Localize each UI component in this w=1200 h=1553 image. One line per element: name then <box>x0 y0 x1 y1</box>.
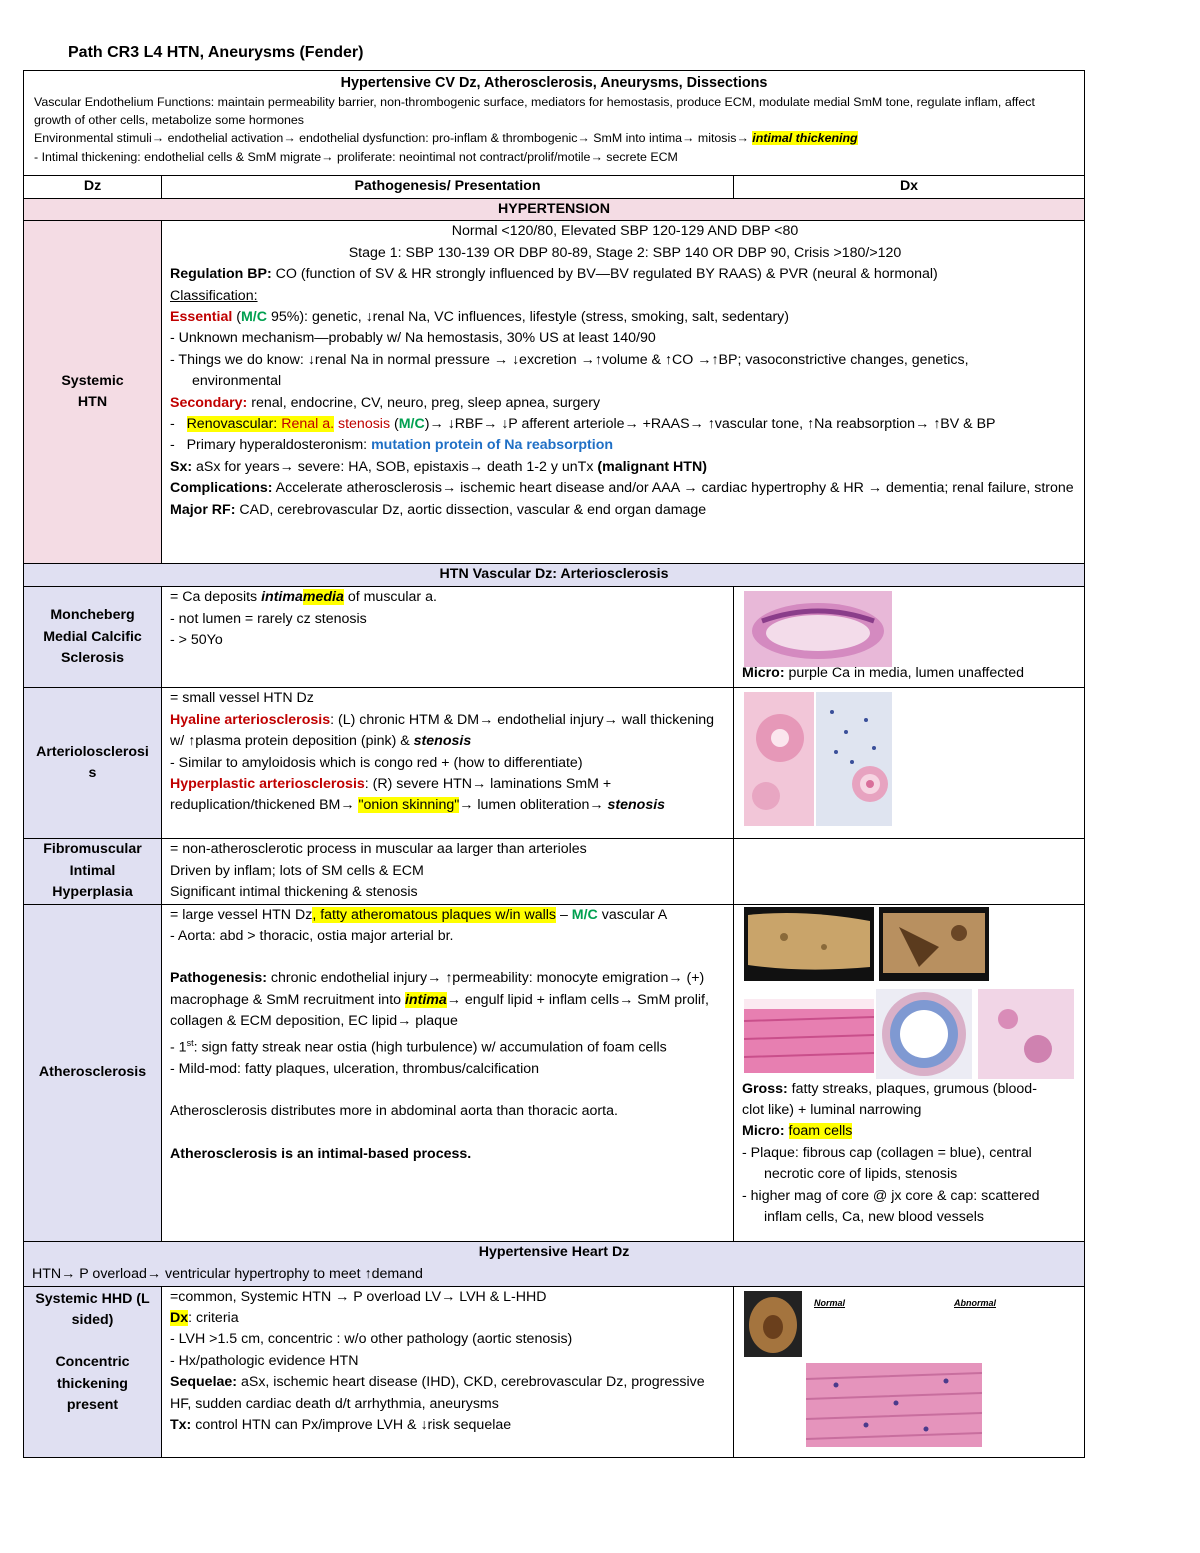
arteriolosclerosis-dx <box>734 688 1085 839</box>
col-header-dz: Dz <box>24 176 162 199</box>
intro-line-3: - Intimal thickening: endothelial cells & SmM migrate→ proliferate: neointimal not contract/prolif/motile→ secrete ECM <box>34 149 678 164</box>
hyaline-micrograph <box>744 692 814 826</box>
intro-block <box>24 71 1085 176</box>
intimal-thickening-highlight: intimal thickening <box>752 131 858 146</box>
notes-table <box>23 70 1085 1458</box>
gross-aorta-photo-2 <box>879 907 989 981</box>
section-arteriosclerosis: HTN Vascular Dz: Arteriosclerosis <box>24 564 1085 587</box>
fibromuscular-dx <box>734 839 1085 904</box>
heart-gross-photo <box>744 1291 802 1357</box>
myocardium-micrograph <box>806 1363 982 1447</box>
section-hypertension: HYPERTENSION <box>24 199 1085 221</box>
intro-line-2: Environmental stimuli→ endothelial activation→ endothelial dysfunction: pro-inflam & thrombogenic→ SmM into intima→ mitosis→ intimal thickening <box>34 131 858 146</box>
col-header-patho: Pathogenesis/ Presentation <box>162 176 734 199</box>
calcific-sclerosis-micrograph <box>744 591 892 667</box>
label-normal: Normal <box>814 1297 846 1308</box>
intro-heading: Hypertensive CV Dz, Atherosclerosis, Aneurysms, Dissections <box>340 75 768 91</box>
hyperplastic-micrograph <box>816 692 892 826</box>
moncheberg-dx: Micro: purple Ca in media, lumen unaffected <box>734 587 1085 688</box>
systemic-hhd-content: =common, Systemic HTN → P overload LV→ LVH & L-HHD Dx: criteria - LVH >1.5 cm, concentric : w/o other pathology (aortic stenosis) - Hx/pathologic evidence HTN Sequelae: aSx, ischemic heart disease (IHD), CKD, cerebrovascular Dz, progressive HF, sudden cardiac death d/t arrhythmia, aneurysms Tx: control HTN can Px/improve LVH & ↓risk sequelae <box>162 1286 734 1457</box>
dz-atherosclerosis: Atherosclerosis <box>24 904 162 1241</box>
dz-arteriolosclerosis: Arteriolosclerosis <box>24 688 162 839</box>
atherosclerosis-dx: Gross: fatty streaks, plaques, grumous (blood-clot like) + luminal narrowing Micro: foam cells - Plaque: fibrous cap (collagen = blue), central necrotic core of lipids, stenosis - higher mag of core @ jx core & cap: scattered inflam cells, Ca, new blood vessels <box>734 904 1085 1241</box>
gross-aorta-photo-1 <box>744 907 874 981</box>
dz-fibromuscular: Fibromuscular Intimal Hyperplasia <box>24 839 162 904</box>
systemic-hhd-dx <box>734 1286 1085 1457</box>
dz-moncheberg: Moncheberg Medial Calcific Sclerosis <box>24 587 162 688</box>
fibromuscular-content: = non-atherosclerotic process in muscular aa larger than arterioles Driven by inflam; lots of SM cells & ECM Significant intimal thickening & stenosis <box>162 839 734 904</box>
section-hypertensive-heart: Hypertensive Heart Dz HTN→ P overload→ ventricular hypertrophy to meet ↑demand <box>24 1241 1085 1286</box>
col-header-dx: Dx <box>734 176 1085 199</box>
arteriolosclerosis-content: = small vessel HTN Dz Hyaline arteriosclerosis: (L) chronic HTM & DM→ endothelial injury→ wall thickening w/ ↑plasma protein deposition (pink) & stenosis - Similar to amyloidosis which is congo red + (how to differentiate) Hyperplastic arteriosclerosis: (R) severe HTN→ laminations SmM + reduplication/thickened BM→ "onion skinning"→ lumen obliteration→ stenosis <box>162 688 734 839</box>
necrotic-core-micrograph <box>978 989 1074 1079</box>
intro-line-1: Vascular Endothelium Functions: maintain permeability barrier, non-thrombogenic surface, mediators for hemostasis, produce ECM, modulate medial SmM tone, regulate inflam, affect growth of other cells, metabolize some hormones <box>34 95 1035 128</box>
page-title: Path CR3 L4 HTN, Aneurysms (Fender) <box>68 44 364 61</box>
atherosclerosis-content: = large vessel HTN Dz, fatty atheromatous plaques w/in walls – M/C vascular A - Aorta: abd > thoracic, ostia major arterial br. Pathogenesis: chronic endothelial injury→ ↑permeability: monocyte emigration→ (+) macrophage & SmM recruitment into intima→ engulf lipid + inflam cells→ SmM prolif, collagen & ECM deposition, EC lipid→ plaque - 1st: sign fatty streak near ostia (high turbulence) w/ accumulation of foam cells - Mild-mod: fatty plaques, ulceration, thrombus/calcification Atherosclerosis distributes more in abdominal aorta than thoracic aorta. Atherosclerosis is an intimal-based process. <box>162 904 734 1241</box>
fatty-streak-micrograph <box>744 999 874 1073</box>
dz-systemic-hhd: Systemic HHD (L sided) Concentric thickening present <box>24 1286 162 1457</box>
systemic-htn-content: Normal <120/80, Elevated SBP 120-129 AND DBP <80 Stage 1: SBP 130-139 OR DBP 80-89, Stage 2: SBP 140 OR DBP 90, Crisis >180/>120 Regulation BP: CO (function of SV & HR strongly influenced by BV—BV regulated BY RAAS) & PVR (neural & hormonal) Classification: Essential (M/C 95%): genetic, ↓renal Na, VC influences, lifestyle (stress, smoking, salt, sedentary) - Unknown mechanism—probably w/ Na hemostasis, 30% US at least 140/90 - Things we do know: ↓renal Na in normal pressure → ↓excretion →↑volume & ↑CO →↑BP; vasoconstrictive changes, genetics, environmental Secondary: renal, endocrine, CV, neuro, preg, sleep apnea, surgery - Renovascular: Renal a. stenosis (M/C)→ ↓RBF→ ↓P afferent arteriole→ +RAAS→ ↑vascular tone, ↑Na reabsorption→ ↑BV & BP - Primary hyperaldosteronism: mutation protein of Na reabsorption Sx: aSx for years→ severe: HA, SOB, epistaxis→ death 1-2 y unTx (malignant HTN) Complications: Accelerate atherosclerosis→ ischemic heart disease and/or AAA → cardiac hypertrophy & HR → dementia; renal failure, strone Major RF: CAD, cerebrovascular Dz, aortic dissection, vascular & end organ damage <box>162 221 1085 564</box>
label-abnormal: Abnormal <box>954 1297 997 1308</box>
plaque-trichrome-micrograph <box>876 989 972 1079</box>
moncheberg-content: = Ca deposits intimamedia of muscular a. - not lumen = rarely cz stenosis - > 50Yo <box>162 587 734 688</box>
dz-systemic-htn: Systemic HTN <box>24 221 162 564</box>
